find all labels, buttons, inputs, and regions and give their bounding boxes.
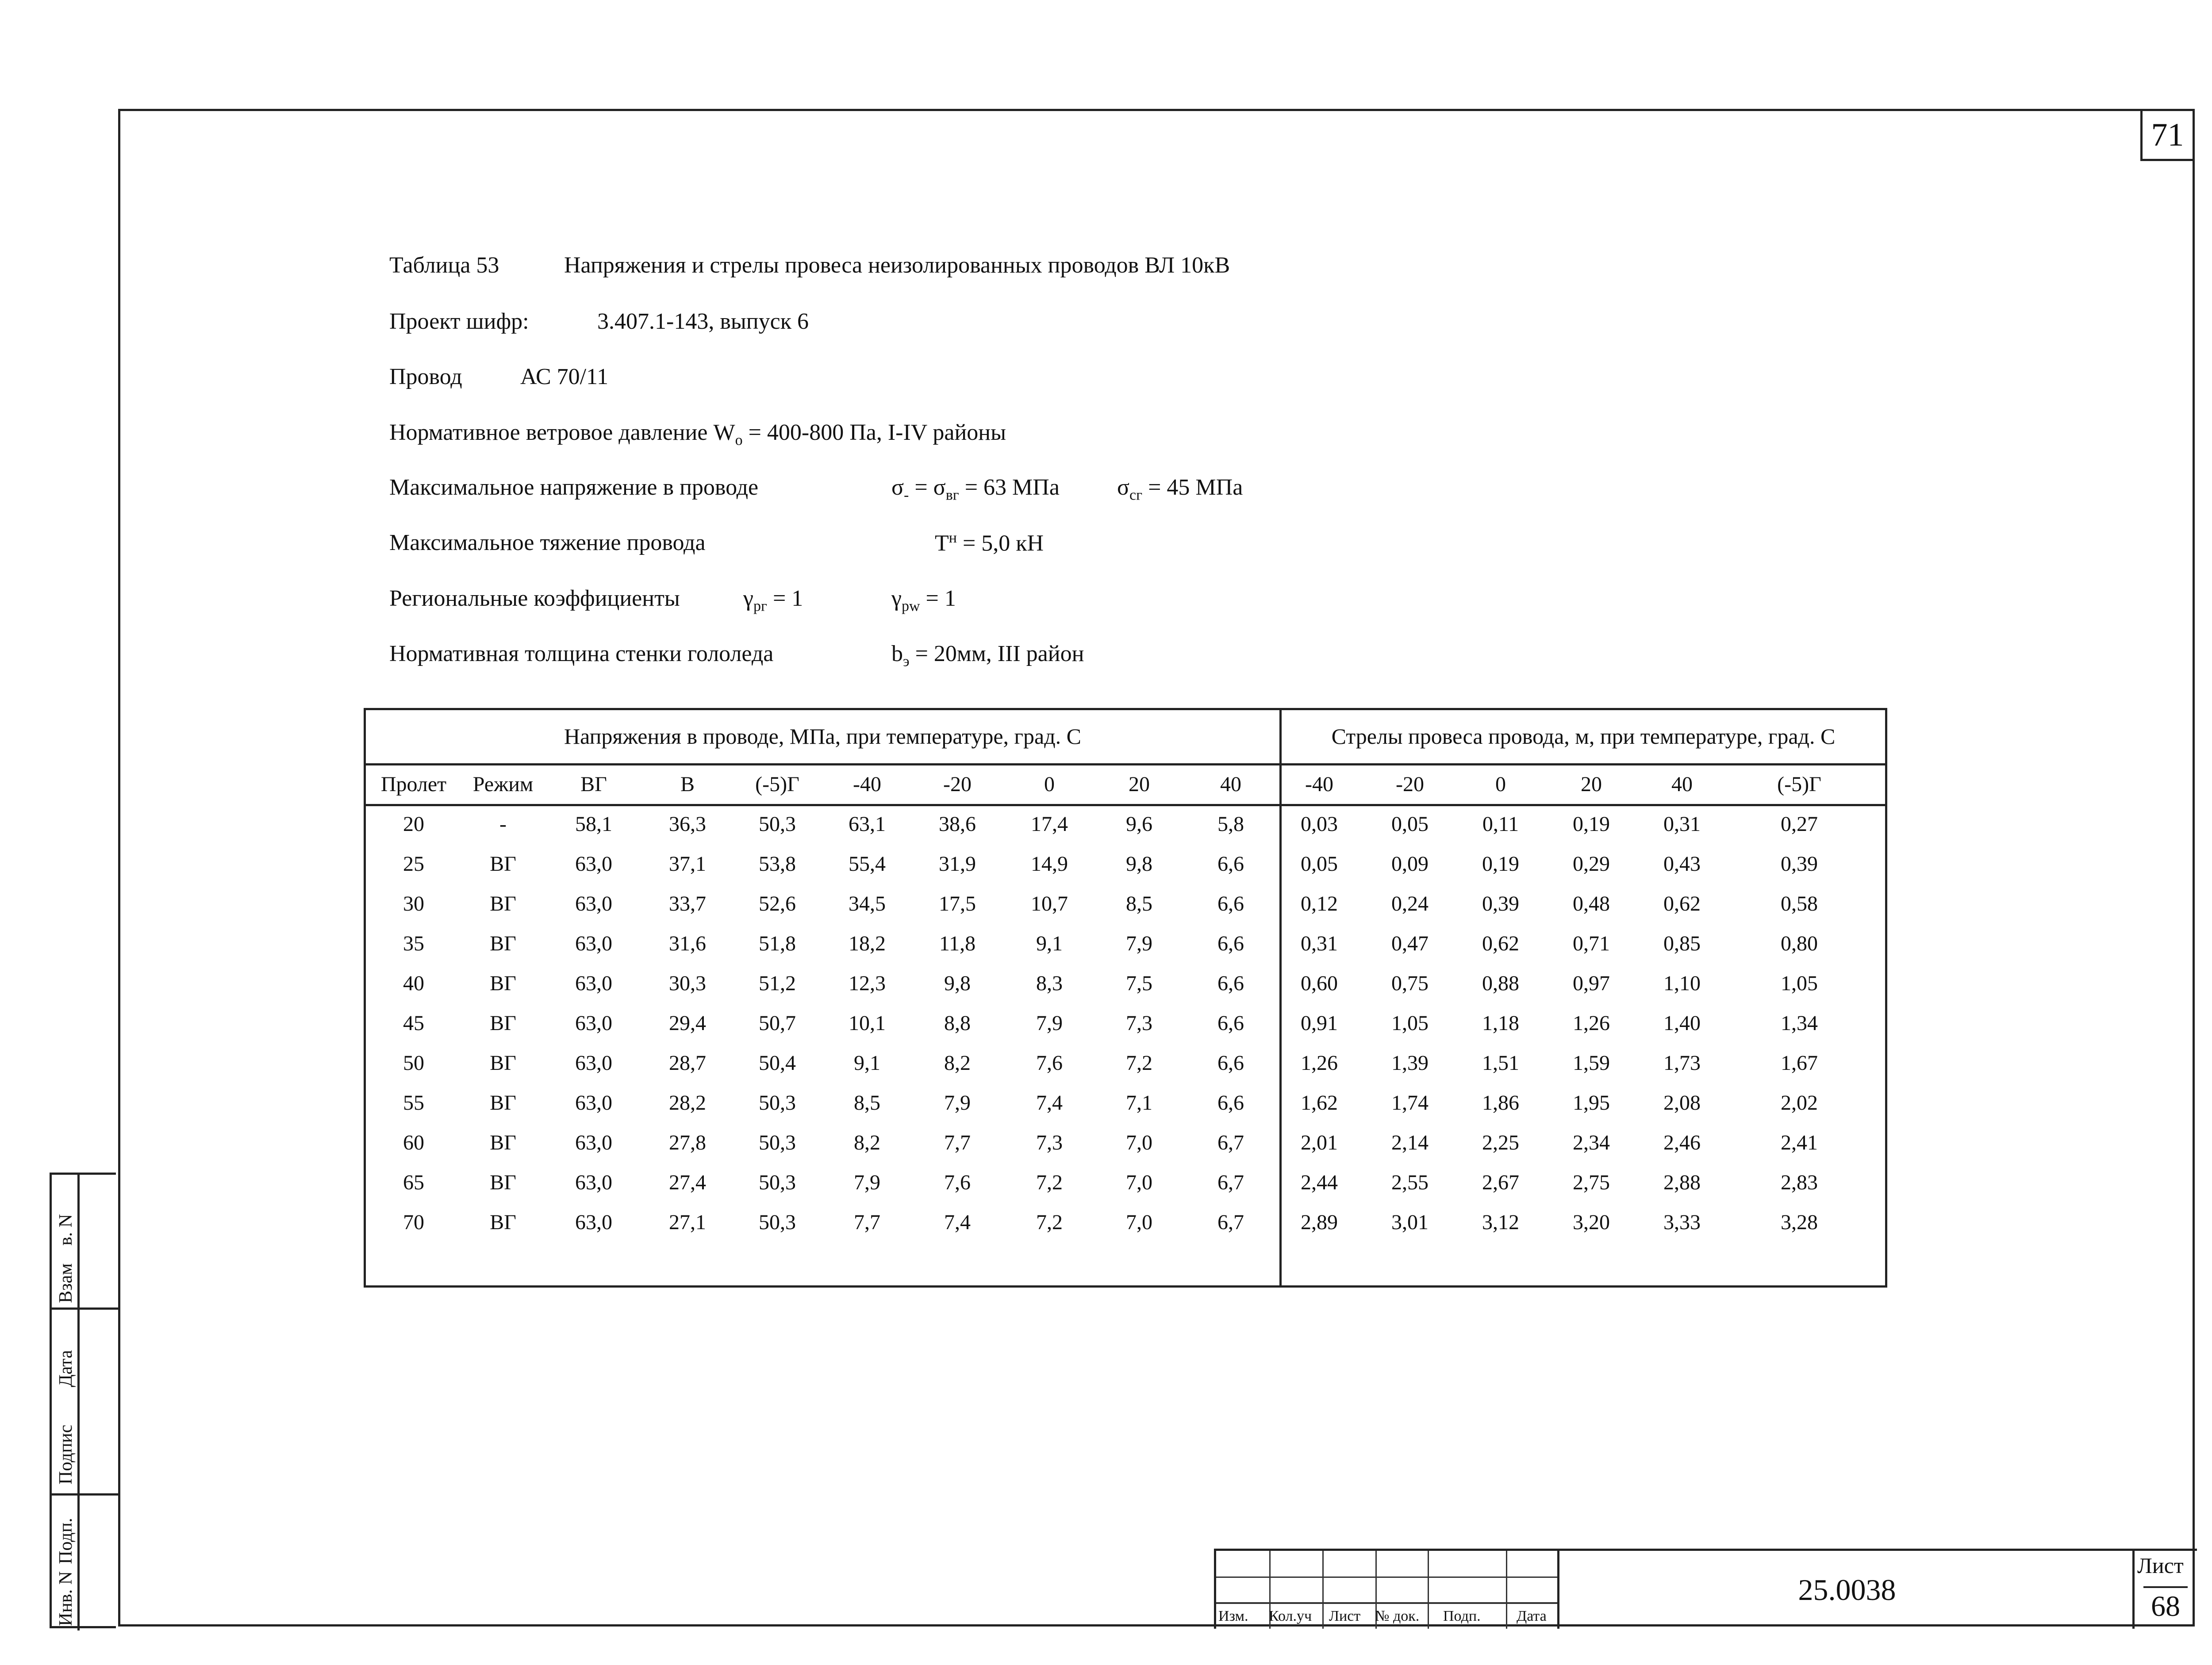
table-cell: 6,6 [1217, 892, 1244, 915]
table-cell: 2,46 [1663, 1131, 1701, 1154]
table-cell: 38,6 [939, 812, 976, 836]
side-label-date: Дата [56, 1350, 76, 1387]
table-cell: 1,26 [1573, 1011, 1610, 1035]
table-cell: 6,6 [1217, 972, 1244, 995]
column-header: 40 [1671, 773, 1693, 796]
stamp-label-date: Дата [1517, 1608, 1547, 1624]
table-cell: 7,2 [1036, 1171, 1063, 1194]
table-cell: 7,1 [1126, 1091, 1152, 1115]
table-cell: 31,9 [939, 852, 976, 876]
table-cell: 40 [403, 972, 424, 995]
table-cell: 0,62 [1482, 932, 1519, 955]
table-cell: 7,0 [1126, 1171, 1152, 1194]
table-number: Таблица 53 [389, 253, 499, 278]
table-cell: ВГ [490, 1011, 516, 1035]
table-cell: 1,10 [1663, 972, 1701, 995]
table-cell: 1,86 [1482, 1091, 1519, 1115]
table-cell: 2,67 [1482, 1171, 1519, 1194]
table-cell: 28,2 [669, 1091, 706, 1115]
table-cell: 63,0 [575, 852, 612, 876]
table-cell: 63,1 [849, 812, 886, 836]
stress-sag-table [364, 708, 1887, 1288]
table-cell: 63,0 [575, 892, 612, 915]
table-cell: 0,12 [1301, 892, 1338, 915]
max-stress-value: $\sigma_- = \sigma_{вг} = 63$ МПа [891, 475, 1060, 504]
table-cell: 8,8 [944, 1011, 971, 1035]
table-cell: 70 [403, 1211, 424, 1234]
table-cell: 2,08 [1663, 1091, 1701, 1115]
stamp-label-doc: № док. [1375, 1608, 1420, 1624]
table-cell: 0,39 [1482, 892, 1519, 915]
table-cell: 0,43 [1663, 852, 1701, 876]
column-header: В [680, 773, 695, 796]
table-cell: 2,83 [1781, 1171, 1818, 1194]
table-cell: 63,0 [575, 1011, 612, 1035]
table-cell: 50,3 [759, 1171, 796, 1194]
wire-label: Провод [389, 364, 462, 389]
table-cell: 0,62 [1663, 892, 1701, 915]
table-cell: 10,7 [1031, 892, 1068, 915]
table-cell: 50,3 [759, 1091, 796, 1115]
table-cell: 6,7 [1217, 1211, 1244, 1234]
table-title: Напряжения и стрелы провеса неизолированных проводов ВЛ 10кВ [564, 253, 1230, 278]
table-cell: 7,6 [1036, 1051, 1063, 1075]
max-tension-label: Максимальное тяжение провода [389, 530, 706, 555]
side-label-sign-orig: Подп. [56, 1518, 76, 1564]
table-cell: 0,85 [1663, 932, 1701, 955]
table-cell: 33,7 [669, 892, 706, 915]
table-cell: 30,3 [669, 972, 706, 995]
column-header: Пролет [380, 773, 447, 796]
table-cell: 0,27 [1781, 812, 1818, 836]
table-cell: 1,26 [1301, 1051, 1338, 1075]
table-cell: 1,67 [1781, 1051, 1818, 1075]
approval-strip [50, 1173, 116, 1628]
table-cell: 0,75 [1391, 972, 1429, 995]
table-cell: 14,9 [1031, 852, 1068, 876]
table-cell: 0,91 [1301, 1011, 1338, 1035]
table-cell: 0,09 [1391, 852, 1429, 876]
table-cell: 11,8 [939, 932, 976, 955]
sheet-label: Лист [2137, 1553, 2184, 1578]
table-cell: 2,89 [1301, 1211, 1338, 1234]
column-header: 40 [1220, 773, 1241, 796]
table-cell: 9,6 [1126, 812, 1152, 836]
gamma-ice: $\gamma_{рг} = 1$ [743, 586, 803, 615]
table-cell: 50 [403, 1051, 424, 1075]
table-cell: 52,6 [759, 892, 796, 915]
table-cell: 2,25 [1482, 1131, 1519, 1154]
table-cell: 9,1 [1036, 932, 1063, 955]
table-cell: ВГ [490, 1171, 516, 1194]
table-cell: 6,6 [1217, 1011, 1244, 1035]
table-cell: 0,47 [1391, 932, 1429, 955]
table-cell: 7,9 [854, 1171, 880, 1194]
table-cell: 1,95 [1573, 1091, 1610, 1115]
table-cell: 7,7 [944, 1131, 971, 1154]
table-cell: 63,0 [575, 1171, 612, 1194]
table-cell: 8,5 [854, 1091, 880, 1115]
table-cell: 2,88 [1663, 1171, 1701, 1194]
ice-value: $b_э = 20мм$, III район [891, 641, 1084, 670]
column-header: -40 [853, 773, 881, 796]
column-header: ВГ [580, 773, 607, 796]
column-header: 0 [1044, 773, 1055, 796]
table-cell: 0,11 [1482, 812, 1519, 836]
document-code: 25.0038 [1557, 1549, 2135, 1629]
stamp-label-sheet: Лист [1329, 1608, 1361, 1624]
table-cell: 60 [403, 1131, 424, 1154]
table-cell: 63,0 [575, 932, 612, 955]
ice-stress-value: $\sigma_{сг} = 45$ МПа [1117, 475, 1243, 504]
table-cell: 7,7 [854, 1211, 880, 1234]
table-cell: 63,0 [575, 1091, 612, 1115]
table-cell: 1,40 [1663, 1011, 1701, 1035]
table-cell: 0,88 [1482, 972, 1519, 995]
table-cell: 9,8 [1126, 852, 1152, 876]
table-cell: 1,34 [1781, 1011, 1818, 1035]
table-cell: 27,4 [669, 1171, 706, 1194]
table-cell: 7,0 [1126, 1211, 1152, 1234]
table-cell: 1,74 [1391, 1091, 1429, 1115]
table-cell: 55,4 [849, 852, 886, 876]
table-cell: 58,1 [575, 812, 612, 836]
wire-value: АС 70/11 [520, 364, 609, 389]
column-header: 0 [1495, 773, 1506, 796]
table-cell: 7,9 [1036, 1011, 1063, 1035]
table-cell: - [499, 812, 507, 836]
stamp-label-change: Изм. [1218, 1608, 1248, 1624]
table-cell: ВГ [490, 1091, 516, 1115]
table-cell: 20 [403, 812, 424, 836]
table-cell: 0,29 [1573, 852, 1610, 876]
side-label-signature: Подпис [56, 1424, 76, 1484]
table-cell: 27,8 [669, 1131, 706, 1154]
sag-group-title: Стрелы провеса провода, м, при температуре, град. С [1331, 724, 1836, 749]
table-cell: ВГ [490, 852, 516, 876]
table-cell: 34,5 [849, 892, 886, 915]
table-cell: 7,2 [1126, 1051, 1152, 1075]
table-cell: 28,7 [669, 1051, 706, 1075]
table-cell: 0,48 [1573, 892, 1610, 915]
table-cell: 63,0 [575, 1131, 612, 1154]
table-cell: 0,60 [1301, 972, 1338, 995]
table-cell: 0,31 [1663, 812, 1701, 836]
table-cell: 7,3 [1126, 1011, 1152, 1035]
table-cell: 0,97 [1573, 972, 1610, 995]
table-cell: 9,8 [944, 972, 971, 995]
table-cell: 63,0 [575, 1051, 612, 1075]
table-cell: 6,7 [1217, 1171, 1244, 1194]
table-cell: 7,4 [1036, 1091, 1063, 1115]
table-cell: 0,31 [1301, 932, 1338, 955]
table-cell: 25 [403, 852, 424, 876]
column-header: 20 [1581, 773, 1602, 796]
table-cell: 3,12 [1482, 1211, 1519, 1234]
stamp-label-sign: Подп. [1443, 1608, 1481, 1624]
table-cell: 1,05 [1391, 1011, 1429, 1035]
max-tension-value: $T^н = 5,0$ кН [935, 530, 1044, 556]
top-sheet-number: 71 [2140, 109, 2195, 161]
column-header: -20 [943, 773, 972, 796]
table-cell: 1,62 [1301, 1091, 1338, 1115]
table-cell: 18,2 [849, 932, 886, 955]
table-cell: 17,5 [939, 892, 976, 915]
table-cell: 1,05 [1781, 972, 1818, 995]
regional-label: Региональные коэффициенты [389, 586, 680, 611]
stamp-label-count: Кол.уч [1269, 1608, 1312, 1624]
column-header: -40 [1305, 773, 1333, 796]
group-header-divider [366, 763, 1885, 765]
sheet-number-box [2132, 1549, 2197, 1629]
table-cell: 31,6 [669, 932, 706, 955]
table-cell: 6,6 [1217, 852, 1244, 876]
table-cell: 1,73 [1663, 1051, 1701, 1075]
table-cell: 3,28 [1781, 1211, 1818, 1234]
table-cell: 63,0 [575, 972, 612, 995]
table-cell: 1,59 [1573, 1051, 1610, 1075]
project-value: 3.407.1-143, выпуск 6 [597, 309, 809, 334]
table-cell: 50,3 [759, 812, 796, 836]
table-cell: 50,3 [759, 1131, 796, 1154]
table-cell: 65 [403, 1171, 424, 1194]
group-divider [1279, 710, 1282, 1285]
table-cell: 8,3 [1036, 972, 1063, 995]
column-header: (-5)Г [755, 773, 799, 796]
table-cell: 2,41 [1781, 1131, 1818, 1154]
table-cell: ВГ [490, 1211, 516, 1234]
table-cell: 2,75 [1573, 1171, 1610, 1194]
table-cell: 51,8 [759, 932, 796, 955]
table-cell: 2,34 [1573, 1131, 1610, 1154]
table-cell: 1,39 [1391, 1051, 1429, 1075]
table-cell: 0,24 [1391, 892, 1429, 915]
table-cell: 63,0 [575, 1211, 612, 1234]
table-cell: 2,01 [1301, 1131, 1338, 1154]
table-cell: 0,19 [1573, 812, 1610, 836]
side-label-inv-orig: Инв. N [56, 1571, 76, 1626]
table-cell: 7,6 [944, 1171, 971, 1194]
table-cell: 6,6 [1217, 1051, 1244, 1075]
table-cell: 1,51 [1482, 1051, 1519, 1075]
table-cell: 1,18 [1482, 1011, 1519, 1035]
table-cell: 0,19 [1482, 852, 1519, 876]
table-cell: 6,6 [1217, 1091, 1244, 1115]
table-cell: 27,1 [669, 1211, 706, 1234]
table-cell: 7,9 [1126, 932, 1152, 955]
table-cell: ВГ [490, 972, 516, 995]
wind-text: Нормативное ветровое давление $W_o = 400-800$ Па, I-IV районы [389, 420, 1006, 449]
table-cell: 45 [403, 1011, 424, 1035]
table-cell: 37,1 [669, 852, 706, 876]
table-cell: 0,39 [1781, 852, 1818, 876]
column-header-divider [366, 804, 1885, 806]
table-cell: 0,05 [1301, 852, 1338, 876]
column-header: Режим [472, 773, 534, 796]
table-cell: 12,3 [849, 972, 886, 995]
table-cell: 0,05 [1391, 812, 1429, 836]
table-cell: 8,2 [854, 1131, 880, 1154]
column-header: 20 [1129, 773, 1150, 796]
table-cell: ВГ [490, 892, 516, 915]
max-stress-label: Максимальное напряжение в проводе [389, 475, 759, 500]
table-cell: 3,01 [1391, 1211, 1429, 1234]
table-cell: ВГ [490, 932, 516, 955]
table-cell: 2,44 [1301, 1171, 1338, 1194]
sheet-number: 68 [2143, 1586, 2188, 1623]
table-cell: 0,80 [1781, 932, 1818, 955]
table-cell: 6,7 [1217, 1131, 1244, 1154]
table-cell: 7,2 [1036, 1211, 1063, 1234]
table-cell: 7,5 [1126, 972, 1152, 995]
gamma-wind: $\gamma_{pw} = 1$ [891, 586, 956, 615]
table-cell: 0,58 [1781, 892, 1818, 915]
project-label: Проект шифр: [389, 309, 529, 334]
table-cell: ВГ [490, 1051, 516, 1075]
table-cell: 9,1 [854, 1051, 880, 1075]
table-cell: 29,4 [669, 1011, 706, 1035]
table-cell: 10,1 [849, 1011, 886, 1035]
table-cell: 50,3 [759, 1211, 796, 1234]
table-cell: 7,0 [1126, 1131, 1152, 1154]
ice-label: Нормативная толщина стенки гололеда [389, 641, 774, 666]
table-cell: 17,4 [1031, 812, 1068, 836]
table-cell: 7,9 [944, 1091, 971, 1115]
table-cell: 36,3 [669, 812, 706, 836]
table-cell: 8,2 [944, 1051, 971, 1075]
table-cell: 2,55 [1391, 1171, 1429, 1194]
column-header: -20 [1396, 773, 1424, 796]
side-label-inv-replace: в. N [56, 1214, 76, 1246]
table-cell: 35 [403, 932, 424, 955]
table-cell: 55 [403, 1091, 424, 1115]
column-header: (-5)Г [1777, 773, 1821, 796]
table-cell: 2,14 [1391, 1131, 1429, 1154]
table-cell: 5,8 [1217, 812, 1244, 836]
table-cell: 30 [403, 892, 424, 915]
table-cell: 6,6 [1217, 932, 1244, 955]
table-cell: 8,5 [1126, 892, 1152, 915]
table-cell: ВГ [490, 1131, 516, 1154]
table-cell: 2,02 [1781, 1091, 1818, 1115]
table-cell: 3,20 [1573, 1211, 1610, 1234]
table-cell: 7,3 [1036, 1131, 1063, 1154]
table-cell: 50,7 [759, 1011, 796, 1035]
table-cell: 0,71 [1573, 932, 1610, 955]
table-cell: 0,03 [1301, 812, 1338, 836]
stress-group-title: Напряжения в проводе, МПа, при температуре, град. С [564, 724, 1081, 749]
table-cell: 53,8 [759, 852, 796, 876]
table-cell: 7,4 [944, 1211, 971, 1234]
table-cell: 3,33 [1663, 1211, 1701, 1234]
side-label-replace: Взам [56, 1263, 76, 1303]
table-cell: 50,4 [759, 1051, 796, 1075]
table-cell: 51,2 [759, 972, 796, 995]
